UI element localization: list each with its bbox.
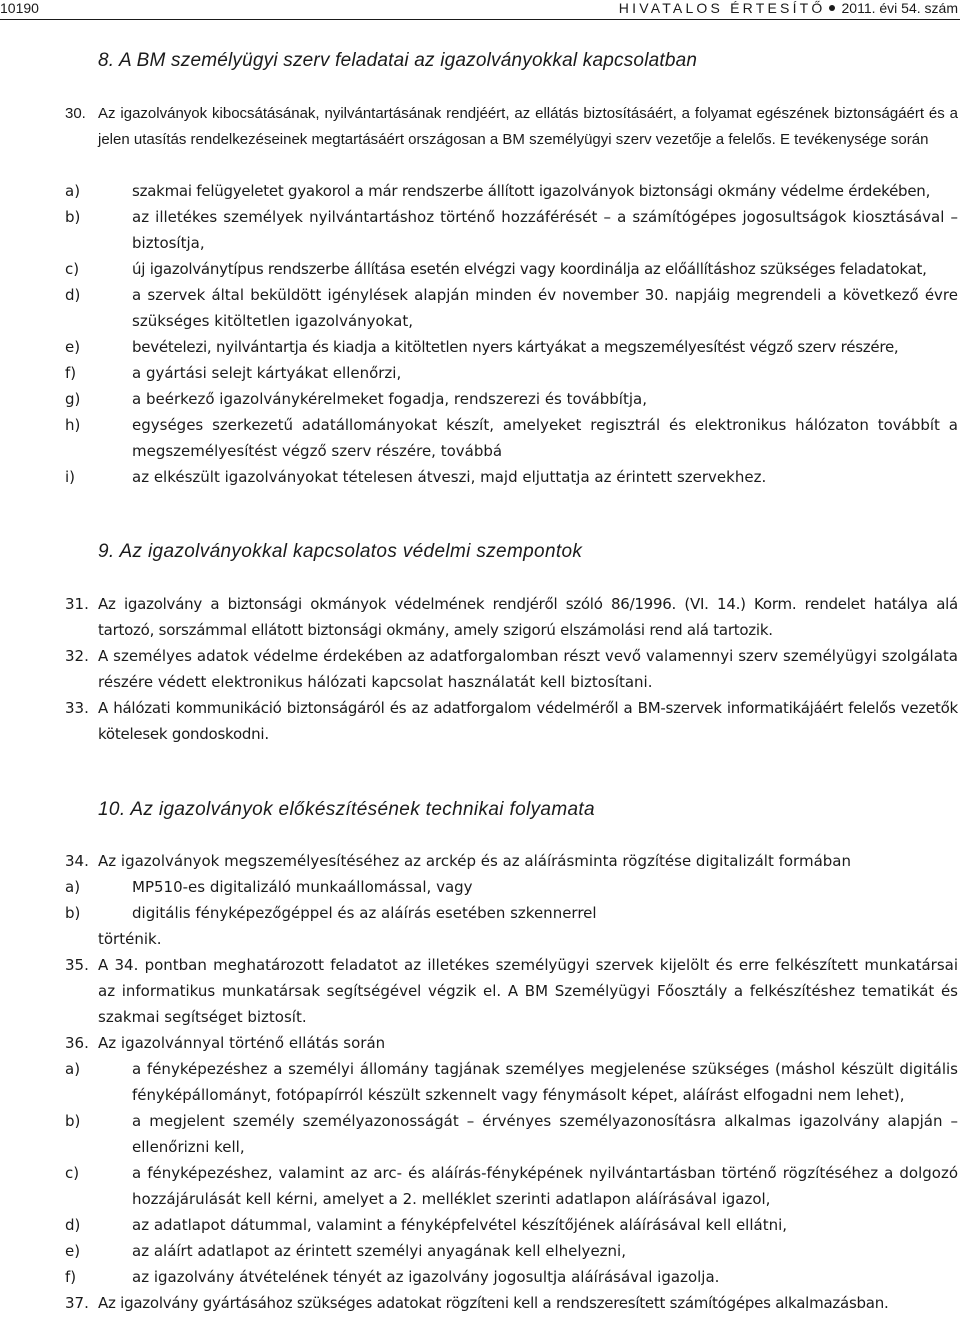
list-item-30d: a szervek által beküldött igénylések alapján minden év november 30. napjáig megrendeli a következő évre szükséges kitöltetlen igazolványokat, bbox=[132, 286, 958, 330]
paragraph-30-text: Az igazolványok kibocsátásának, nyilvántartásának rendjéért, az ellátás biztosításáért, a folyamat egészének biztonságáért és a jelen utasítás rendelkezéseinek megtartásáért országosan a BM személyügyi szerv vezetője a felelős. E tevékenysége során bbox=[98, 105, 958, 148]
list-label-30d: d) bbox=[65, 286, 81, 304]
header-rule bbox=[0, 19, 960, 20]
paragraph-34-closing: történik. bbox=[98, 930, 162, 948]
section-10-heading: 10. Az igazolványok előkészítésének technikai folyamata bbox=[98, 799, 595, 820]
list-label-30f: f) bbox=[65, 364, 77, 382]
list-item-30b: az illetékes személyek nyilvántartáshoz történő hozzáférését – a számítógépes jogosultságok kiosztásával – biztosítja, bbox=[132, 208, 958, 252]
list-label-36a: a) bbox=[65, 1060, 81, 1078]
list-item-36e: az aláírt adatlapot az érintett személyi anyagának kell elhelyezni, bbox=[132, 1242, 626, 1260]
paragraph-number-35: 35. bbox=[65, 956, 89, 974]
paragraph-number-30: 30. bbox=[65, 105, 86, 122]
list-label-30h: h) bbox=[65, 416, 81, 434]
list-label-30a: a) bbox=[65, 182, 81, 200]
bullet-separator bbox=[829, 5, 835, 11]
list-label-34a: a) bbox=[65, 878, 81, 896]
list-item-30a: szakmai felügyeletet gyakorol a már rendszerbe állított igazolványok biztonsági okmány védelme érdekében, bbox=[132, 182, 931, 200]
paragraph-33-text: A hálózati kommunikáció biztonságáról és az adatforgalom védelméről a BM-szervek informatikájáért felelős vezetők kötelesek gondoskodni. bbox=[98, 699, 958, 743]
list-item-30e: bevételezi, nyilvántartja és kiadja a kitöltetlen nyers kártyákat a megszemélyesítést végző szerv részére, bbox=[132, 338, 899, 356]
list-item-36c: a fényképezéshez, valamint az arc- és aláírás-fényképének nyilvántartásban történő rögzítéséhez a dolgozó hozzájárulását kell kérni, amelyet a 2. melléklet szerinti adatlapon aláírásával igazol, bbox=[132, 1164, 958, 1208]
list-label-30g: g) bbox=[65, 390, 81, 408]
list-item-36f: az igazolvány átvételének tényét az igazolvány jogosultja aláírásával igazolja. bbox=[132, 1268, 720, 1286]
paragraph-number-33: 33. bbox=[65, 699, 89, 717]
paragraph-number-37: 37. bbox=[65, 1294, 89, 1312]
list-item-30h: egységes szerkezetű adatállományokat készít, amelyeket regisztrál és elektronikus hálózaton továbbít a megszemélyesítést végző szerv részére, továbbá bbox=[132, 416, 958, 460]
paragraph-34-text: Az igazolványok megszemélyesítéséhez az arckép és az aláírásminta rögzítése digitalizált formában bbox=[98, 852, 851, 870]
running-header bbox=[0, 0, 960, 18]
list-label-30c: c) bbox=[65, 260, 80, 278]
journal-info bbox=[619, 0, 958, 16]
issue-label: 2011. évi 54. szám bbox=[841, 0, 958, 16]
paragraph-36-text: Az igazolvánnyal történő ellátás során bbox=[98, 1034, 386, 1052]
paragraph-32-text: A személyes adatok védelme érdekében az adatforgalomban részt vevő valamennyi szerv személyügyi szolgálata részére védett elektronikus hálózati kapcsolat használatát kell biztosítani. bbox=[98, 647, 958, 691]
list-label-36f: f) bbox=[65, 1268, 77, 1286]
paragraph-37-text: Az igazolvány gyártásához szükséges adatokat rögzíteni kell a rendszeresített számítógépes alkalmazásban. bbox=[98, 1294, 889, 1312]
list-item-30i: az elkészült igazolványokat tételesen átveszi, majd eljuttatja az érintett szervekhez. bbox=[132, 468, 767, 486]
paragraph-number-36: 36. bbox=[65, 1034, 89, 1052]
list-label-30i: i) bbox=[65, 468, 76, 486]
section-8-heading: 8. A BM személyügyi szerv feladatai az igazolványokkal kapcsolatban bbox=[98, 50, 698, 71]
paragraph-35-text: A 34. pontban meghatározott feladatot az illetékes személyügyi szervek kijelölt és erre felkészített munkatársai az informatikus munkatársak segítségével végzik el. A BM Személyügyi Főosztály a felkészítéshez tematikát és szakmai segítséget biztosít. bbox=[98, 956, 958, 1026]
list-label-36e: e) bbox=[65, 1242, 81, 1260]
list-label-30b: b) bbox=[65, 208, 81, 226]
paragraph-number-32: 32. bbox=[65, 647, 89, 665]
section-9-heading: 9. Az igazolványokkal kapcsolatos védelmi szempontok bbox=[98, 541, 583, 562]
list-item-34b: digitális fényképezőgéppel és az aláírás esetében szkennerrel bbox=[132, 904, 597, 922]
list-label-30e: e) bbox=[65, 338, 81, 356]
list-label-36d: d) bbox=[65, 1216, 81, 1234]
page-number: 10190 bbox=[0, 0, 39, 16]
list-label-36b: b) bbox=[65, 1112, 81, 1130]
list-item-30f: a gyártási selejt kártyákat ellenőrzi, bbox=[132, 364, 402, 382]
paragraph-number-34: 34. bbox=[65, 852, 89, 870]
list-item-36a: a fényképezéshez a személyi állomány tagjának személyes megjelenése szükséges (máshol készült digitális fényképállományt, fotópapírról készült szkennelt vagy fénymásolt képet, aláírást elfogadni nem lehet), bbox=[132, 1060, 958, 1104]
list-item-36d: az adatlapot dátummal, valamint a fényképfelvétel készítőjének aláírásával kell ellátni, bbox=[132, 1216, 788, 1234]
list-label-34b: b) bbox=[65, 904, 81, 922]
journal-title: HIVATALOS ÉRTESÍTŐ bbox=[618, 0, 826, 16]
paragraph-31-text: Az igazolvány a biztonsági okmányok védelmének rendjéről szóló 86/1996. (VI. 14.) Korm. rendelet hatálya alá tartozó, sorszámmal ellátott biztonsági okmány, amely szigorú elszámolási rend alá tartozik. bbox=[98, 595, 958, 639]
list-item-30g: a beérkező igazolványkérelmeket fogadja, rendszerezi és továbbítja, bbox=[132, 390, 647, 408]
list-item-30c: új igazolványtípus rendszerbe állítása esetén elvégzi vagy koordinálja az előállításhoz szükséges feladatokat, bbox=[132, 260, 927, 278]
list-item-34a: MP510-es digitalizáló munkaállomással, vagy bbox=[132, 878, 473, 896]
list-item-36b: a megjelent személy személyazonosságát – érvényes személyazonosításra alkalmas igazolvány alapján – ellenőrizni kell, bbox=[132, 1112, 958, 1156]
paragraph-number-31: 31. bbox=[65, 595, 89, 613]
list-label-36c: c) bbox=[65, 1164, 80, 1182]
